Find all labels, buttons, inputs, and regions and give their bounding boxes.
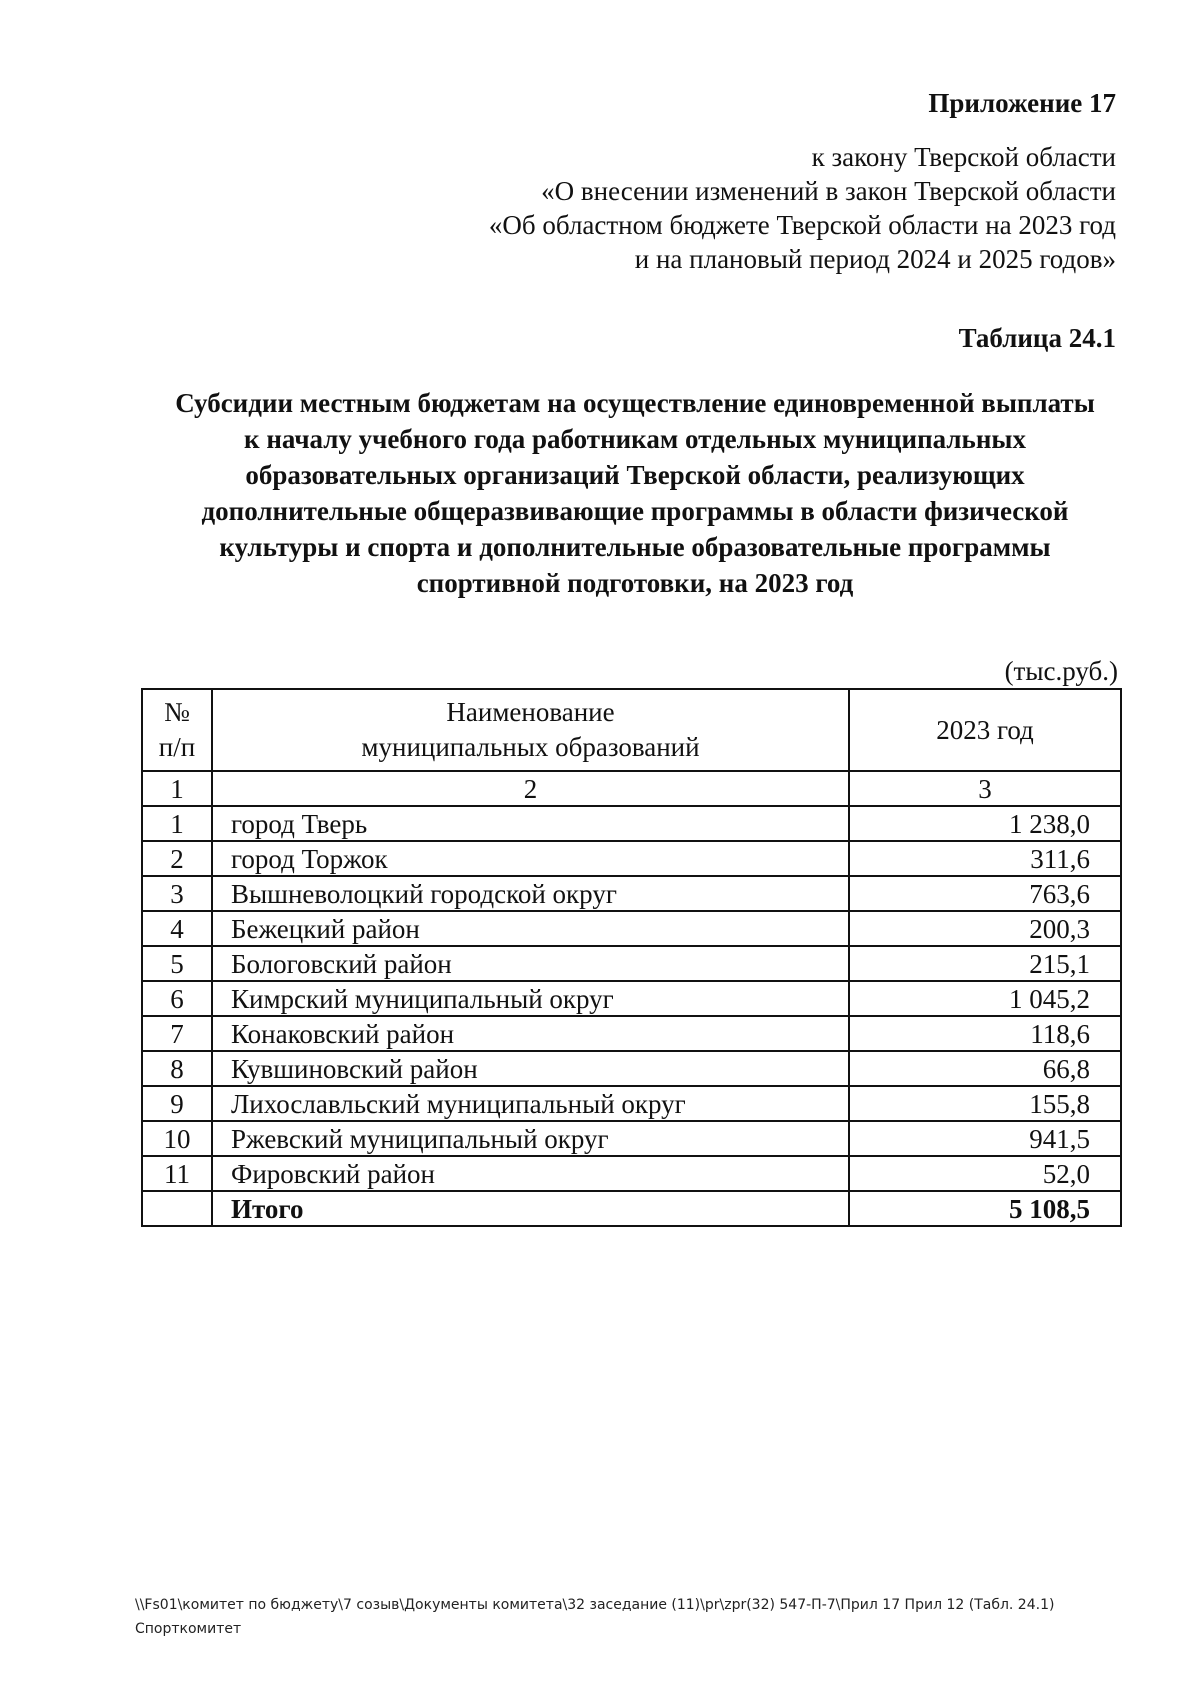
table-row bbox=[142, 806, 1121, 841]
table-row bbox=[142, 1051, 1121, 1086]
municipality-name: Лихославльский муниципальный округ bbox=[212, 1086, 849, 1121]
law-reference-line: «О внесении изменений в закон Тверской области bbox=[541, 176, 1116, 206]
municipality-name: город Торжок bbox=[212, 841, 849, 876]
footer bbox=[135, 1593, 1054, 1641]
law-reference-line: к закону Тверской области bbox=[811, 142, 1116, 172]
appendix-title: Приложение 17 bbox=[928, 88, 1116, 118]
subsidy-value: 200,3 bbox=[849, 911, 1121, 946]
table-row bbox=[142, 1121, 1121, 1156]
title-line: культуры и спорта и дополнительные образовательные программы bbox=[219, 532, 1051, 562]
title-line: спортивной подготовки, на 2023 год bbox=[416, 568, 854, 598]
document-title bbox=[140, 385, 1130, 601]
subsidy-value: 155,8 bbox=[849, 1086, 1121, 1121]
column-number: 2 bbox=[212, 771, 849, 806]
header-number bbox=[142, 689, 212, 771]
table-row bbox=[142, 841, 1121, 876]
row-number: 8 bbox=[142, 1051, 212, 1086]
subsidy-value: 311,6 bbox=[849, 841, 1121, 876]
subsidy-value: 52,0 bbox=[849, 1156, 1121, 1191]
law-reference-line: и на плановый период 2024 и 2025 годов» bbox=[634, 244, 1116, 274]
table-row bbox=[142, 1156, 1121, 1191]
column-number: 3 bbox=[849, 771, 1121, 806]
table-header-row bbox=[142, 689, 1121, 771]
total-label: Итого bbox=[212, 1191, 849, 1226]
header-name-line: муниципальных образований bbox=[361, 732, 700, 762]
table-row bbox=[142, 876, 1121, 911]
municipality-name: Фировский район bbox=[212, 1156, 849, 1191]
municipality-name: Бологовский район bbox=[212, 946, 849, 981]
row-number: 10 bbox=[142, 1121, 212, 1156]
subsidy-value: 1 045,2 bbox=[849, 981, 1121, 1016]
table-row bbox=[142, 1086, 1121, 1121]
subsidy-value: 763,6 bbox=[849, 876, 1121, 911]
column-number: 1 bbox=[142, 771, 212, 806]
column-number-row bbox=[142, 771, 1121, 806]
table-row bbox=[142, 911, 1121, 946]
total-value: 5 108,5 bbox=[849, 1191, 1121, 1226]
municipality-name: город Тверь bbox=[212, 806, 849, 841]
units-label: (тыс.руб.) bbox=[1004, 656, 1118, 686]
header-year: 2023 год bbox=[849, 689, 1121, 771]
law-reference-line: «Об областном бюджете Тверской области на 2023 год bbox=[488, 210, 1116, 240]
title-line: к началу учебного года работникам отдельных муниципальных bbox=[244, 424, 1026, 454]
subsidy-value: 215,1 bbox=[849, 946, 1121, 981]
municipality-name: Кимрский муниципальный округ bbox=[212, 981, 849, 1016]
municipality-name: Конаковский район bbox=[212, 1016, 849, 1051]
title-line: Субсидии местным бюджетам на осуществление единовременной выплаты bbox=[175, 388, 1095, 418]
table-row bbox=[142, 981, 1121, 1016]
municipality-name: Ржевский муниципальный округ bbox=[212, 1121, 849, 1156]
table-number: Таблица 24.1 bbox=[958, 323, 1116, 353]
row-number: 11 bbox=[142, 1156, 212, 1191]
title-line: образовательных организаций Тверской области, реализующих bbox=[245, 460, 1025, 490]
municipality-name: Бежецкий район bbox=[212, 911, 849, 946]
header-name bbox=[212, 689, 849, 771]
title-line: дополнительные общеразвивающие программы в области физической bbox=[201, 496, 1069, 526]
subsidy-table bbox=[141, 688, 1122, 1227]
row-number: 4 bbox=[142, 911, 212, 946]
table-row bbox=[142, 1016, 1121, 1051]
subsidy-value: 118,6 bbox=[849, 1016, 1121, 1051]
row-number: 6 bbox=[142, 981, 212, 1016]
header-number-line: № bbox=[164, 697, 190, 727]
total-number-cell bbox=[142, 1191, 212, 1226]
row-number: 1 bbox=[142, 806, 212, 841]
total-row bbox=[142, 1191, 1121, 1226]
row-number: 7 bbox=[142, 1016, 212, 1051]
row-number: 3 bbox=[142, 876, 212, 911]
law-reference bbox=[489, 140, 1116, 276]
municipality-name: Кувшиновский район bbox=[212, 1051, 849, 1086]
department-label: Спорткомитет bbox=[135, 1621, 242, 1637]
row-number: 5 bbox=[142, 946, 212, 981]
header-name-line: Наименование bbox=[446, 697, 615, 727]
row-number: 2 bbox=[142, 841, 212, 876]
subsidy-value: 941,5 bbox=[849, 1121, 1121, 1156]
row-number: 9 bbox=[142, 1086, 212, 1121]
municipality-name: Вышневолоцкий городской округ bbox=[212, 876, 849, 911]
header-number-line: п/п bbox=[158, 732, 196, 762]
file-path: \\Fs01\комитет по бюджету\7 созыв\Документы комитета\32 заседание (11)\pr\zpr(32) 547-П-7\Прил 17 Прил 12 (Табл. 24.1) bbox=[135, 1597, 1055, 1613]
table-row bbox=[142, 946, 1121, 981]
subsidy-value: 66,8 bbox=[849, 1051, 1121, 1086]
subsidy-value: 1 238,0 bbox=[849, 806, 1121, 841]
